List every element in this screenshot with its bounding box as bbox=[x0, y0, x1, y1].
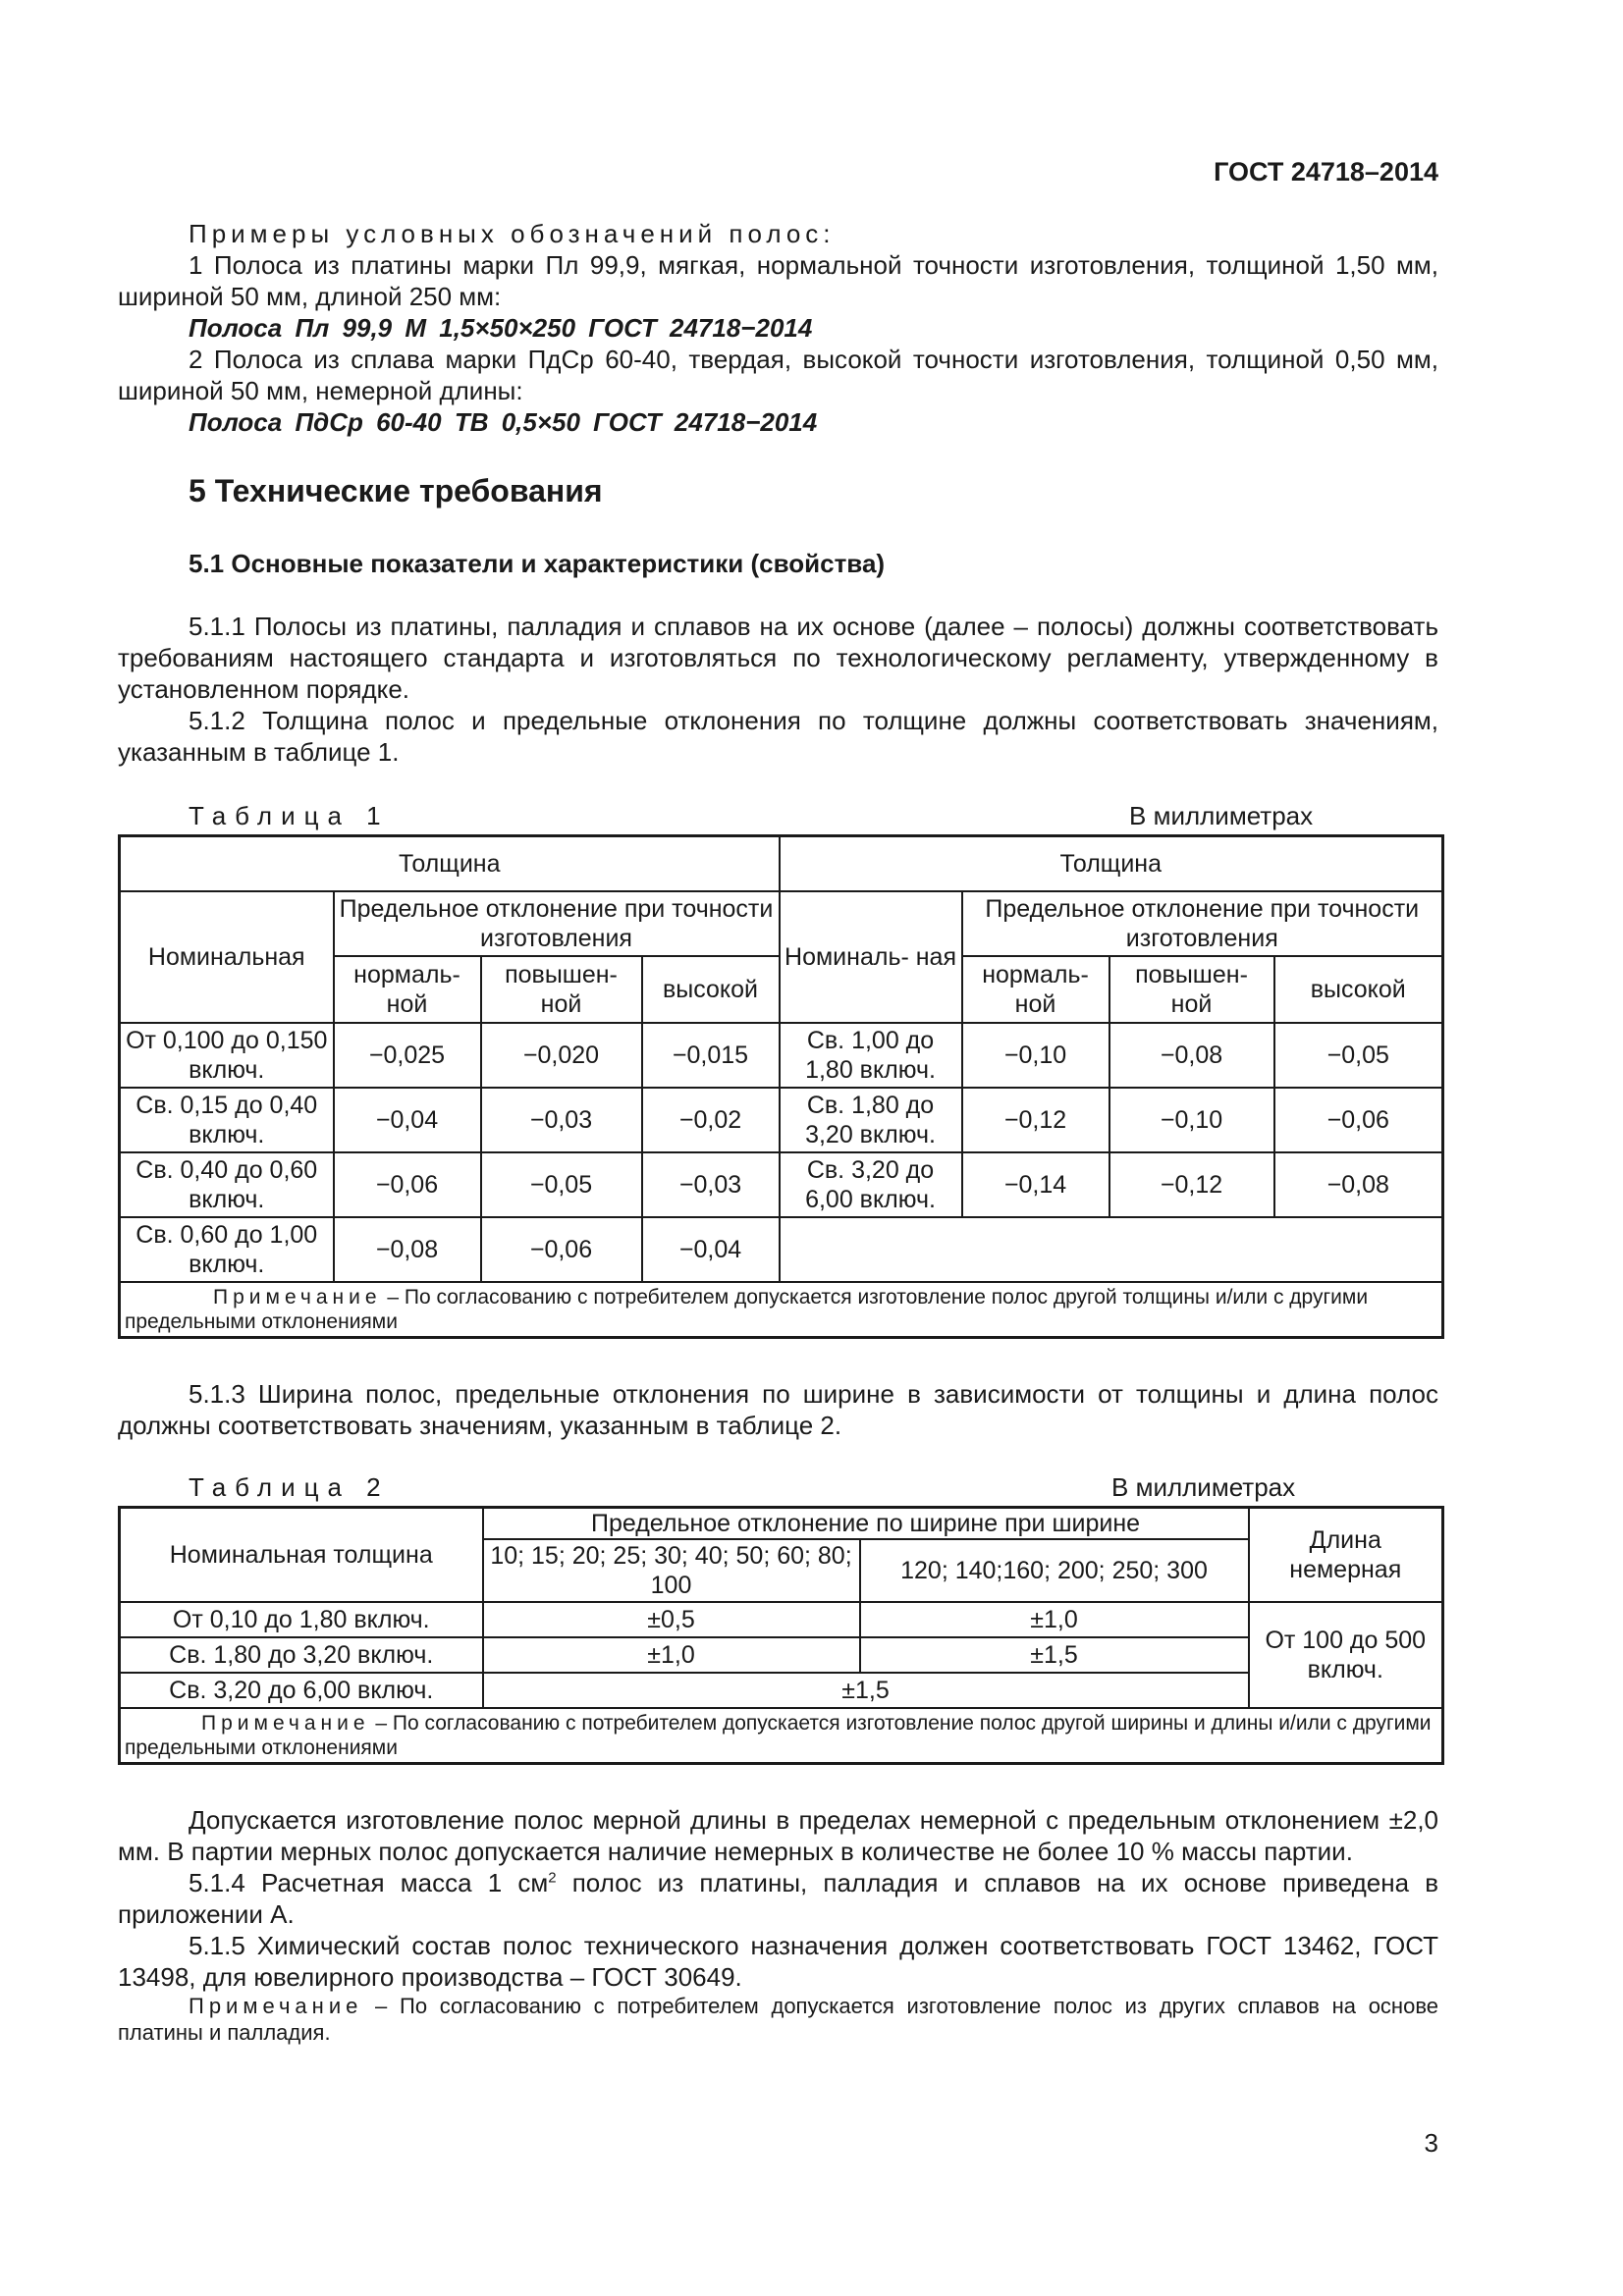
table-1-nominal-header-left: Номинальная bbox=[120, 891, 334, 1023]
paragraph-5-1-2: 5.1.2 Толщина полос и предельные отклонения по толщине должны соответствовать значениям, указанным в таблице 1. bbox=[118, 706, 1438, 767]
final-note-label: Примечание bbox=[189, 1994, 363, 2018]
paragraph-5-1-1: 5.1.1 Полосы из платины, палладия и сплавов на их основе (далее – полосы) должны соответствовать требованиям настоящего стандарта и изготовляться по технологическому регламенту, утвержденному в установленном порядке. bbox=[118, 612, 1438, 704]
superscript-2: 2 bbox=[548, 1869, 557, 1887]
page-number: 3 bbox=[1424, 2128, 1438, 2158]
table-1-note-label: Примечание bbox=[213, 1285, 382, 1308]
table-1-right-range: Св. 3,20 до 6,00 включ. bbox=[780, 1152, 962, 1217]
table-2-caption: Таблица 2 bbox=[189, 1472, 390, 1502]
table-1 bbox=[118, 834, 1444, 1339]
table-1-right-range: Св. 1,80 до 3,20 включ. bbox=[780, 1088, 962, 1152]
section-5-title: 5 Технические требования bbox=[189, 473, 603, 508]
table-1-col-normal-left: нормаль- ной bbox=[334, 956, 481, 1023]
table-2-note bbox=[120, 1708, 1443, 1764]
paragraph-5-1-3: 5.1.3 Ширина полос, предельные отклонения по ширине в зависимости от толщины и длина полос должны соответствовать значениям, указанным в таблице 2. bbox=[118, 1379, 1438, 1440]
table-1-note-text: – По согласованию с потребителем допускается изготовление полос другой толщины и/или с другими предельными отклонениями bbox=[125, 1285, 1369, 1333]
subsection-5-1-title: 5.1 Основные показатели и характеристики (свойства) bbox=[189, 549, 886, 578]
table-1-thickness-header-right: Толщина bbox=[780, 836, 1443, 891]
table-1-col-increased-left: повышен- ной bbox=[481, 956, 642, 1023]
table-row bbox=[120, 1673, 1443, 1708]
table-row bbox=[120, 1152, 1443, 1217]
table-2-width-group-1: 10; 15; 20; 25; 30; 40; 50; 60; 80; 100 bbox=[483, 1539, 860, 1602]
table-1-thickness-header-left: Толщина bbox=[120, 836, 780, 891]
table-2-thickness: Св. 1,80 до 3,20 включ. bbox=[120, 1637, 483, 1673]
table-1-left-increased: −0,05 bbox=[481, 1152, 642, 1217]
table-1-left-high: −0,02 bbox=[642, 1088, 780, 1152]
examples-heading: Примеры условных обозначений полос: bbox=[189, 219, 836, 248]
table-2 bbox=[118, 1506, 1444, 1765]
table-2-dev-2: ±1,5 bbox=[860, 1637, 1249, 1673]
final-note-text: – По согласованию с потребителем допускается изготовление полос из других сплавов на основе платины и палладия. bbox=[118, 1994, 1438, 2045]
table-2-width-group-2: 120; 140;160; 200; 250; 300 bbox=[860, 1539, 1249, 1602]
paragraphs-511-512 bbox=[118, 611, 1438, 768]
table-1-right-high: −0,06 bbox=[1274, 1088, 1443, 1152]
table-2-thickness: От 0,10 до 1,80 включ. bbox=[120, 1602, 483, 1637]
table-1-left-high: −0,04 bbox=[642, 1217, 780, 1282]
paragraph-5-1-5: 5.1.5 Химический состав полос технического назначения должен соответствовать ГОСТ 13462, ГОСТ 13498, для ювелирного производства – ГОСТ 30649. bbox=[118, 1931, 1438, 1992]
table-1-deviation-header-left: Предельное отклонение при точности изготовления bbox=[334, 891, 780, 956]
table-1-right-normal: −0,14 bbox=[962, 1152, 1109, 1217]
table-2-deviation-header: Предельное отклонение по ширине при ширине bbox=[483, 1508, 1249, 1540]
table-1-right-high: −0,05 bbox=[1274, 1023, 1443, 1088]
paragraph-5-1-4-start: 5.1.4 Расчетная масса 1 см bbox=[189, 1868, 549, 1897]
table-1-left-high: −0,03 bbox=[642, 1152, 780, 1217]
table-1-left-increased: −0,03 bbox=[481, 1088, 642, 1152]
table-2-dev-1: ±0,5 bbox=[483, 1602, 860, 1637]
table-2-unit: В миллиметрах bbox=[1111, 1472, 1296, 1502]
table-1-left-high: −0,015 bbox=[642, 1023, 780, 1088]
table-1-right-increased: −0,10 bbox=[1109, 1088, 1274, 1152]
table-1-right-normal: −0,12 bbox=[962, 1088, 1109, 1152]
table-1-right-normal: −0,10 bbox=[962, 1023, 1109, 1088]
table-2-note-text: – По согласованию с потребителем допускается изготовление полос другой ширины и длины и/или с другими предельными отклонениями bbox=[125, 1712, 1432, 1759]
table-2-dev-1: ±1,0 bbox=[483, 1637, 860, 1673]
example-2-text: 2 Полоса из сплава марки ПдСр 60-40, твердая, высокой точности изготовления, толщиной 0,50 мм, шириной 50 мм, немерной длины: bbox=[118, 345, 1438, 405]
table-1-right-range: Св. 1,00 до 1,80 включ. bbox=[780, 1023, 962, 1088]
table-1-unit: В миллиметрах bbox=[1129, 801, 1314, 830]
table-row bbox=[120, 1088, 1443, 1152]
section-5-heading-block bbox=[118, 475, 1438, 507]
table-1-right-increased: −0,08 bbox=[1109, 1023, 1274, 1088]
table-1-col-increased-right: повышен- ной bbox=[1109, 956, 1274, 1023]
table-2-thickness: Св. 3,20 до 6,00 включ. bbox=[120, 1673, 483, 1708]
table-row bbox=[120, 1637, 1443, 1673]
table-1-left-range: Св. 0,15 до 0,40 включ. bbox=[120, 1088, 334, 1152]
table-1-col-high-left: высокой bbox=[642, 956, 780, 1023]
paragraph-5-1-4-end: полос из платины, палладия и сплавов на их основе приведена в приложении А. bbox=[118, 1868, 1439, 1929]
table-1-left-range: Св. 0,40 до 0,60 включ. bbox=[120, 1152, 334, 1217]
table-2-thickness-header: Номинальная толщина bbox=[120, 1508, 483, 1603]
table-1-left-normal: −0,04 bbox=[334, 1088, 481, 1152]
table-1-left-normal: −0,08 bbox=[334, 1217, 481, 1282]
table-1-empty-cell bbox=[780, 1217, 1443, 1282]
examples-block bbox=[118, 218, 1438, 438]
table-2-length-value: От 100 до 500 включ. bbox=[1249, 1602, 1443, 1708]
document-number: ГОСТ 24718–2014 bbox=[1214, 157, 1438, 187]
table-1-caption: Таблица 1 bbox=[189, 801, 390, 830]
table-1-col-normal-right: нормаль- ной bbox=[962, 956, 1109, 1023]
paragraph-measured-length: Допускается изготовление полос мерной длины в пределах немерной с предельным отклонением ±2,0 мм. В партии мерных полос допускается наличие немерных в количестве не более 10 % массы партии. bbox=[118, 1805, 1438, 1866]
subsection-5-1-block bbox=[118, 548, 1438, 579]
table-2-note-label: Примечание bbox=[201, 1712, 370, 1735]
table-1-col-high-right: высокой bbox=[1274, 956, 1443, 1023]
final-note bbox=[118, 1993, 1438, 2046]
table-row bbox=[120, 1602, 1443, 1637]
table-row bbox=[120, 1023, 1443, 1088]
table-row bbox=[120, 1217, 1443, 1282]
example-1-designation: Полоса Пл 99,9 М 1,5×50×250 ГОСТ 24718−2014 bbox=[189, 313, 813, 343]
table-1-left-normal: −0,025 bbox=[334, 1023, 481, 1088]
closing-paragraphs bbox=[118, 1804, 1438, 2046]
table-1-left-increased: −0,06 bbox=[481, 1217, 642, 1282]
table-1-nominal-header-right: Номиналь- ная bbox=[780, 891, 962, 1023]
table-1-right-high: −0,08 bbox=[1274, 1152, 1443, 1217]
table-1-left-increased: −0,020 bbox=[481, 1023, 642, 1088]
table-1-right-increased: −0,12 bbox=[1109, 1152, 1274, 1217]
example-2-designation: Полоса ПдСр 60-40 ТВ 0,5×50 ГОСТ 24718−2014 bbox=[189, 407, 818, 437]
table-1-left-range: От 0,100 до 0,150 включ. bbox=[120, 1023, 334, 1088]
table-1-note bbox=[120, 1282, 1443, 1338]
table-2-dev-2: ±1,0 bbox=[860, 1602, 1249, 1637]
table-1-left-range: Св. 0,60 до 1,00 включ. bbox=[120, 1217, 334, 1282]
paragraph-513-block bbox=[118, 1378, 1438, 1441]
table-2-length-header: Длина немерная bbox=[1249, 1508, 1443, 1603]
table-2-dev-merged: ±1,5 bbox=[483, 1673, 1249, 1708]
example-1-text: 1 Полоса из платины марки Пл 99,9, мягкая, нормальной точности изготовления, толщиной 1,50 мм, шириной 50 мм, длиной 250 мм: bbox=[118, 250, 1438, 311]
table-1-deviation-header-right: Предельное отклонение при точности изготовления bbox=[962, 891, 1443, 956]
table-1-left-normal: −0,06 bbox=[334, 1152, 481, 1217]
paragraph-5-1-4 bbox=[118, 1867, 1438, 1930]
